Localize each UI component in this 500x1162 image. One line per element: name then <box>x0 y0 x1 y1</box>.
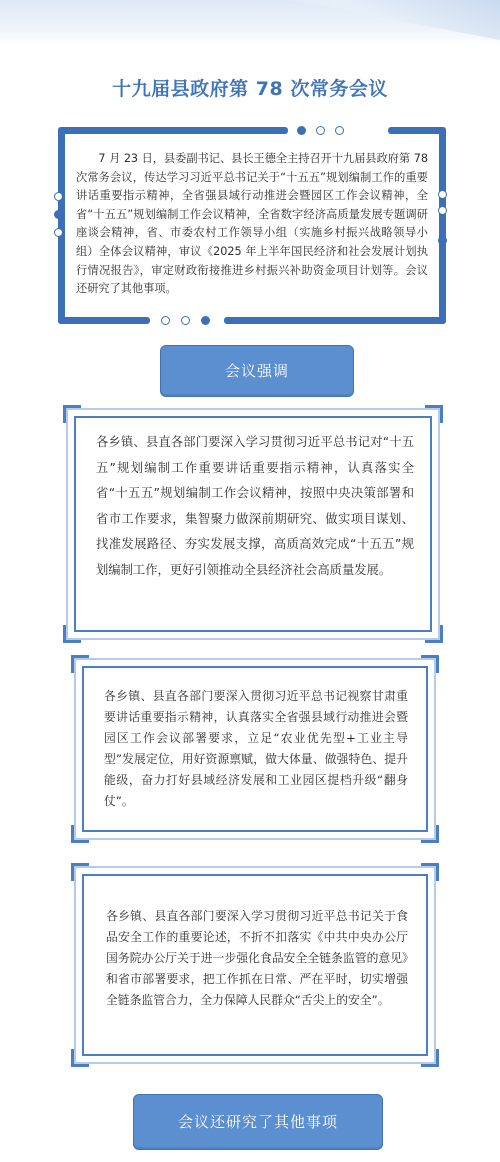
content-box-2 <box>74 658 436 840</box>
page-title: 十九届县政府第 78 次常务会议 <box>112 78 388 100</box>
decor-ring-icon <box>316 126 325 135</box>
decor-dot-icon <box>201 316 210 325</box>
decor-ring-icon <box>54 192 63 201</box>
decor-dot-icon <box>297 126 306 135</box>
content-box-1 <box>66 408 440 640</box>
intro-paragraph: 7 月 23 日，县委副书记、县长王德全主持召开十九届县政府第 78 次常务会议，传达学习习近平总书记关于“十五五”规划编制工作的重要讲话重要指示精神，全省强县域行动推进会暨园区工作会议精神，全省“十五五”规划编制工作会议精神，全省数字经济高质量发展专题调研座谈会精神，省、市委农村工作领导小组（实施乡村振兴战略领导小组）全体会议精神，审议《2025 年上半年国民经济和社会发展计划执行情况报告》，审定财政衔接推进乡村振兴补助资金项目计划等。会议还研究了其他事项。 <box>76 152 428 296</box>
content-paragraph: 各乡镇、县直各部门要深入贯彻习近平总书记视察甘肃重要讲话重要指示精神，认真落实全省强县域行动推进会暨园区工作会议部署要求，立足“农业优先型+工业主导型”发展定位，用好资源禀赋，做大体量、做强特色、提升能级，奋力打好县域经济发展和工业园区提档升级“翻身仗”。 <box>104 689 408 808</box>
decor-ring-icon <box>438 190 447 199</box>
decor-ring-icon <box>54 228 63 237</box>
decor-dot-icon <box>54 210 63 219</box>
content-paragraph: 各乡镇、县直各部门要深入学习贯彻习近平总书记关于食品安全工作的重要论述，不折不扣落实《中共中央办公厅国务院办公厅关于进一步强化食品安全全链条监管的意见》和省市部署要求，把工作抓在日常、严在平时，切实增强全链条监管合力，全力保障人民群众“舌尖上的安全”。 <box>106 909 408 1007</box>
section-label-other-matters: 会议还研究了其他事项 <box>133 1094 383 1150</box>
decor-ring-icon <box>181 316 190 325</box>
content-box-3 <box>74 866 436 1064</box>
section-label-emphasis: 会议强调 <box>160 345 354 397</box>
decor-ring-icon <box>335 126 344 135</box>
content-paragraph: 各乡镇、县直各部门要深入学习贯彻习近平总书记对“十五五”规划编制工作重要讲话重要指示精神，认真落实全省“十五五”规划编制工作会议精神，按照中央决策部署和省市工作要求，集智聚力做深前期研究、做实项目谋划、找准发展路径、夯实发展支撑，高质高效完成“十五五”规划编制工作，更好引领推动全县经济社会高质量发展。 <box>96 435 414 577</box>
decor-ring-icon <box>438 206 447 215</box>
decor-ring-icon <box>161 316 170 325</box>
decor-dot-icon <box>438 236 447 245</box>
